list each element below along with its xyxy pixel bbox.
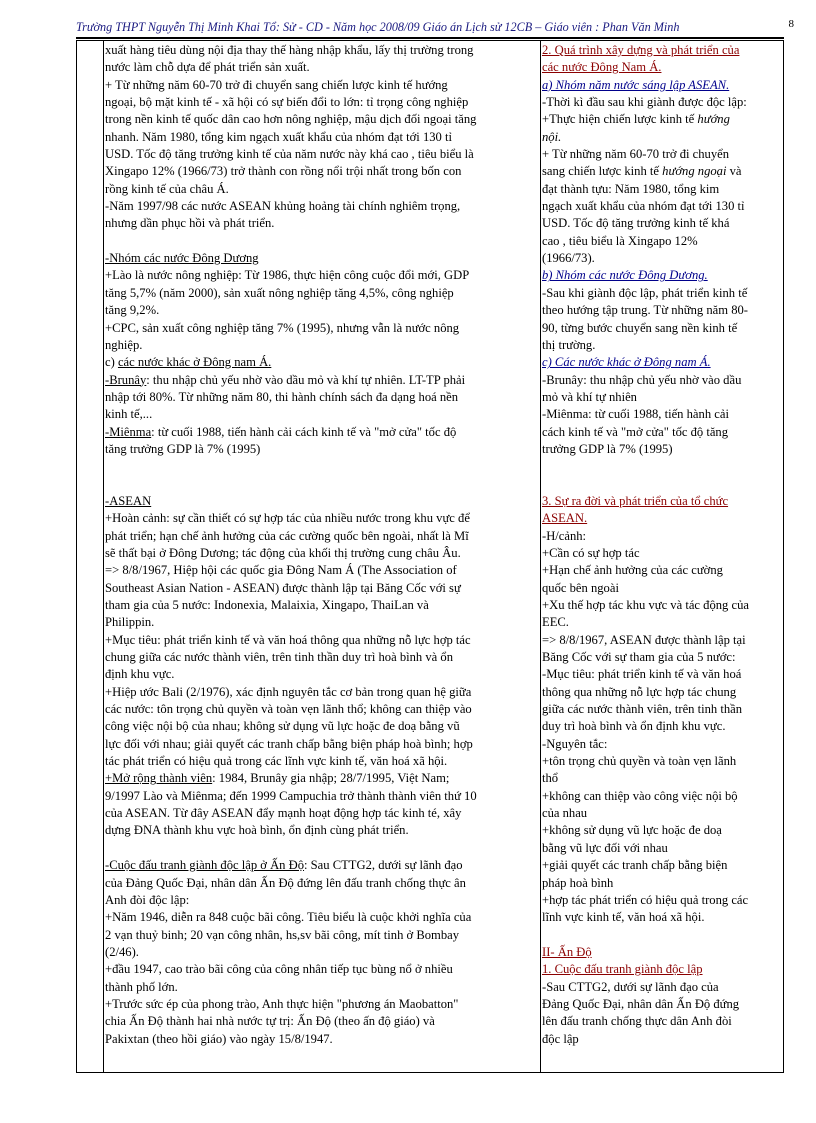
summary-line: Băng Cốc với sự tham gia của 5 nước:	[542, 650, 736, 665]
summary-line	[542, 476, 782, 493]
summary-line: -Mục tiêu: phát triển kinh tế và văn hoá	[542, 667, 742, 682]
content-line: => 8/8/1967, Hiệp hội các quốc gia Đông Nam Á (The Association of	[105, 563, 457, 578]
content-line: Anh đòi độc lập:	[105, 892, 190, 907]
summary-line: -Brunây: thu nhập chủ yếu nhờ vào dầu	[542, 372, 742, 387]
summary-line: quốc bên ngoài	[542, 580, 619, 595]
summary-line: ASEAN.	[542, 511, 588, 526]
content-line: tham gia của 5 nước: Indonexia, Malaixia, Xingapo, ThaiLan và	[105, 598, 429, 612]
summary-line: trưởng GDP là 7% (1995)	[542, 441, 673, 456]
summary-line: -Miênma: từ cuối 1988, tiến hành cải	[542, 407, 729, 422]
content-line: tăng 9,2%.	[105, 303, 160, 318]
summary-line: 2. Quá trình xây dựng và phát triển của	[542, 43, 740, 57]
summary-line: +Hạn chế ảnh hưởng của các cường	[542, 563, 723, 578]
content-line: (2/46).	[105, 944, 139, 959]
summary-line: pháp hoà bình	[542, 875, 614, 890]
content-line: -Miênma: từ cuối 1988, tiến hành cải cách kinh tế và "mở cửa" tốc độ	[105, 424, 457, 439]
summary-line: +hợp tác phát triển có hiệu quả trong các	[542, 892, 749, 907]
page-header	[76, 18, 794, 38]
content-line: 2 vạn thuỷ binh; 20 vạn công nhân, hs,sv bãi công, mít tinh ở Bombay	[105, 927, 460, 942]
content-text	[105, 42, 539, 1048]
content-line: -ASEAN	[105, 493, 152, 508]
summary-line: Đảng Quốc Đại, nhân dân Ấn Độ đứng	[542, 996, 740, 1011]
summary-line: lên đấu tranh chống thực dân Anh đòi	[542, 1014, 732, 1029]
summary-line: sang chiến lược kinh tế hướng ngoại và	[542, 164, 742, 179]
content-line: lực đối với nhau; giải quyết các tranh chấp bằng biện pháp hoà bình; hợp	[105, 736, 473, 751]
content-line: +Mục tiêu: phát triển kinh tế và văn hoá thông qua những nỗ lực hợp tác	[105, 632, 471, 647]
content-column	[104, 41, 541, 1072]
summary-line: thông qua những nỗ lực hợp tác chung	[542, 684, 737, 699]
content-line: trong nền kinh tế quốc dân cao hơn nông nghiệp, mậu dịch đối ngoại tăng	[105, 112, 477, 127]
summary-line: của nhau	[542, 806, 588, 821]
content-line: Southeast Asian Nation - ASEAN) được thành lập tại Băng Cốc với sự	[105, 580, 461, 595]
content-line: tác phát triển có hiệu quả trong các lĩnh vực kinh tế, văn hoá xã hội.	[105, 754, 448, 769]
summary-line: USD. Tốc độ tăng trưởng kinh tế khá	[542, 216, 730, 231]
content-line: -Brunây: thu nhập chủ yếu nhờ vào dầu mỏ và khí tự nhiên. LT-TP phải	[105, 372, 466, 387]
summary-line: thổ	[542, 771, 559, 786]
content-line: ngoại, bộ mặt kinh tế - xã hội có sự biến đổi to lớn: tỉ trọng công nghiệp	[105, 95, 469, 110]
content-line: nhưng dần phục hồi và phát triển.	[105, 216, 275, 231]
summary-line: -Thời kì đầu sau khi giành được độc lập:	[542, 95, 747, 110]
content-line: các nước: tôn trọng chủ quyền và toàn vẹn lãnh thổ; không can thiệp vào	[105, 702, 472, 717]
summary-line: -Sau khi giành độc lập, phát triển kinh tế	[542, 285, 748, 300]
summary-line: 1. Cuộc đấu tranh giành độc lập	[542, 962, 703, 977]
content-line: phát triển; hạn chế ảnh hưởng của các cường quốc bên ngoài, nhất là Mĩ	[105, 528, 469, 543]
summary-line: -Sau CTTG2, dưới sự lãnh đạo của	[542, 979, 719, 994]
summary-column	[541, 41, 783, 1072]
content-line	[105, 840, 539, 857]
summary-line: thị trường.	[542, 337, 596, 352]
summary-line: +tôn trọng chủ quyền và toàn vẹn lãnh	[542, 754, 737, 769]
content-line: của ASEAN. Từ đây ASEAN đẩy mạnh hoạt động hợp tác kinh té, xây	[105, 806, 462, 821]
content-line: xuất hàng tiêu dùng nội địa thay thế hàng nhập khẩu, lấy thị trường trong	[105, 43, 474, 57]
summary-line: bằng vũ lực đối với nhau	[542, 840, 668, 855]
content-line: 9/1997 Lào và Miênma; đến 1999 Campuchia trở thành thành viên thứ 10	[105, 788, 477, 803]
summary-line: II- Ấn Độ	[542, 944, 592, 959]
content-line: chung giữa các nước thành viên, trên tinh thần duy trì hoà bình và ổn	[105, 650, 454, 665]
content-line	[105, 458, 539, 475]
summary-line: +Cần có sự hợp tác	[542, 545, 640, 560]
content-line: Xingapo 12% (1966/73) trở thành con rồng nổi trội nhất trong bốn con	[105, 164, 462, 179]
summary-line	[542, 927, 782, 944]
summary-line: mỏ và khí tự nhiên	[542, 389, 637, 404]
summary-line: -Nguyên tắc:	[542, 736, 608, 751]
summary-line: 90, từng bước chuyển sang nền kinh tế	[542, 320, 738, 335]
content-line: +Mở rộng thành viên: 1984, Brunây gia nhập; 28/7/1995, Việt Nam;	[105, 771, 450, 786]
content-line: tăng trưởng GDP là 7% (1995)	[105, 441, 261, 456]
summary-line: giữa các nước thành viên, trên tinh thần	[542, 702, 743, 717]
summary-line: a) Nhóm năm nước sáng lập ASEAN.	[542, 77, 730, 92]
content-line: Philippin.	[105, 615, 155, 630]
summary-line: theo hướng tập trung. Từ những năm 80-	[542, 303, 748, 318]
summary-line: c) Các nước khác ở Đông nam Á.	[542, 355, 711, 370]
lesson-table	[76, 41, 784, 1073]
summary-line: +Xu thế hợp tác khu vực và tác động của	[542, 598, 749, 612]
content-line: nghiệp.	[105, 337, 143, 352]
summary-line	[542, 458, 782, 475]
content-line: +Năm 1946, diễn ra 848 cuộc bãi công. Tiêu biểu là cuộc khởi nghĩa của	[105, 910, 472, 925]
content-line: -Năm 1997/98 các nước ASEAN khủng hoảng tài chính nghiêm trọng,	[105, 199, 461, 214]
summary-line: cách kinh tế và "mở cửa" tốc độ tăng	[542, 424, 729, 439]
summary-line: + Từ những năm 60-70 trở đi chuyển	[542, 147, 730, 162]
content-line: +Hoàn cảnh: sự cần thiết có sự hợp tác của nhiều nước trong khu vực để	[105, 511, 470, 526]
summary-line: lĩnh vực kinh tế, văn hoá xã hội.	[542, 910, 705, 925]
content-line: c) các nước khác ở Đông nam Á.	[105, 355, 272, 370]
summary-text	[542, 42, 782, 1048]
content-line	[105, 476, 539, 493]
summary-line: b) Nhóm các nước Đông Dương.	[542, 268, 708, 283]
content-line: thành phố lớn.	[105, 979, 178, 994]
content-line: nhanh. Năm 1980, tổng kim ngạch xuất khẩu của nhóm đạt tới 130 tỉ	[105, 129, 452, 144]
page-number: 8	[788, 18, 794, 30]
content-line: +Lào là nước nông nghiệp: Từ 1986, thực hiện công cuộc đổi mới, GDP	[105, 268, 470, 283]
content-line: +Hiệp ước Bali (2/1976), xác định nguyên tắc cơ bản trong quan hệ giữa	[105, 684, 472, 699]
summary-line: ngạch xuất khẩu của nhóm đạt tới 130 tỉ	[542, 199, 745, 214]
summary-line: độc lập	[542, 1031, 579, 1046]
summary-line: cao , tiêu biểu là Xingapo 12%	[542, 233, 698, 248]
summary-line: => 8/8/1967, ASEAN được thành lập tại	[542, 632, 746, 647]
summary-line: 3. Sự ra đời và phát triển của tổ chức	[542, 493, 729, 508]
content-line: công việc nội bộ của nhau; không sử dụng vũ lực hoặc đe doạ bằng vũ	[105, 719, 460, 734]
content-line: +Trước sức ép của phong trào, Anh thực hiện "phương án Maobatton"	[105, 996, 459, 1011]
summary-line: +không can thiệp vào công việc nội bộ	[542, 788, 738, 803]
summary-line: EEC.	[542, 615, 569, 630]
content-line: + Từ những năm 60-70 trở đi chuyển sang chiến lược kinh tế hướng	[105, 77, 448, 92]
content-line: kinh tế,...	[105, 407, 153, 422]
content-line: USD. Tốc độ tăng trưởng kinh tế của năm nước này khá cao , tiêu biểu là	[105, 147, 474, 162]
content-line: sẽ thất bại ở Đông Dương; tác động của khối thị trường cung châu Âu.	[105, 545, 461, 560]
content-line: của Đảng Quốc Đại, nhân dân Ấn Độ đứng lên đấu tranh chống thực ân	[105, 875, 466, 890]
summary-line: +giải quyết các tranh chấp bằng biện	[542, 858, 728, 873]
content-line: rồng kinh tế của châu Á.	[105, 181, 229, 196]
content-line	[105, 233, 539, 250]
summary-line: đạt thành tựu: Năm 1980, tổng kim	[542, 181, 720, 196]
summary-line: các nước Đông Nam Á.	[542, 60, 662, 75]
content-line: -Nhóm các nước Đông Dương	[105, 251, 259, 266]
content-line: -Cuộc đấu tranh giành độc lập ở Ấn Độ: Sau CTTG2, dưới sự lãnh đạo	[105, 858, 463, 873]
summary-line: -H/cảnh:	[542, 528, 587, 543]
summary-line: nội.	[542, 129, 562, 144]
header-text: Trường THPT Nguyễn Thị Minh Khai Tổ: Sử - CD - Năm học 2008/09 Giáo án Lịch sử 12CB – Giáo viên : Phan Văn Minh	[76, 20, 680, 34]
content-line: nước làm chỗ dựa để phát triển sản xuất.	[105, 60, 310, 75]
content-line: định khu vực.	[105, 667, 175, 682]
content-line: Pakixtan (theo hồi giáo) vào ngày 15/8/1947.	[105, 1031, 333, 1046]
summary-line: +Thực hiện chiến lược kinh tế hướng	[542, 112, 730, 127]
content-line: dựng ĐNA thành khu vực hoà bình, ổn định cùng phát triển.	[105, 823, 409, 838]
content-line: +CPC, sản xuất công nghiệp tăng 7% (1995), nhưng vẫn là nước nông	[105, 320, 460, 335]
header-rule	[76, 37, 784, 39]
content-line: nhập tới 80%. Từ những năm 80, thi hành chính sách đa dạng hoá nền	[105, 389, 459, 404]
margin-column	[77, 41, 104, 1072]
content-line: tăng 5,7% (năm 2000), sản xuất nông nghiệp tăng 4,5%, công nghiệp	[105, 285, 454, 300]
content-line: +đầu 1947, cao trào bãi công của công nhân tiếp tục bùng nổ ở nhiều	[105, 962, 453, 977]
summary-line: +không sử dụng vũ lực hoặc đe doạ	[542, 823, 722, 838]
summary-line: duy trì hoà bình và ổn định khu vực.	[542, 719, 726, 734]
content-line: chia Ấn Độ thành hai nhà nước tự trị: Ấn Độ (theo ấn độ giáo) và	[105, 1014, 435, 1029]
summary-line: (1966/73).	[542, 251, 595, 266]
